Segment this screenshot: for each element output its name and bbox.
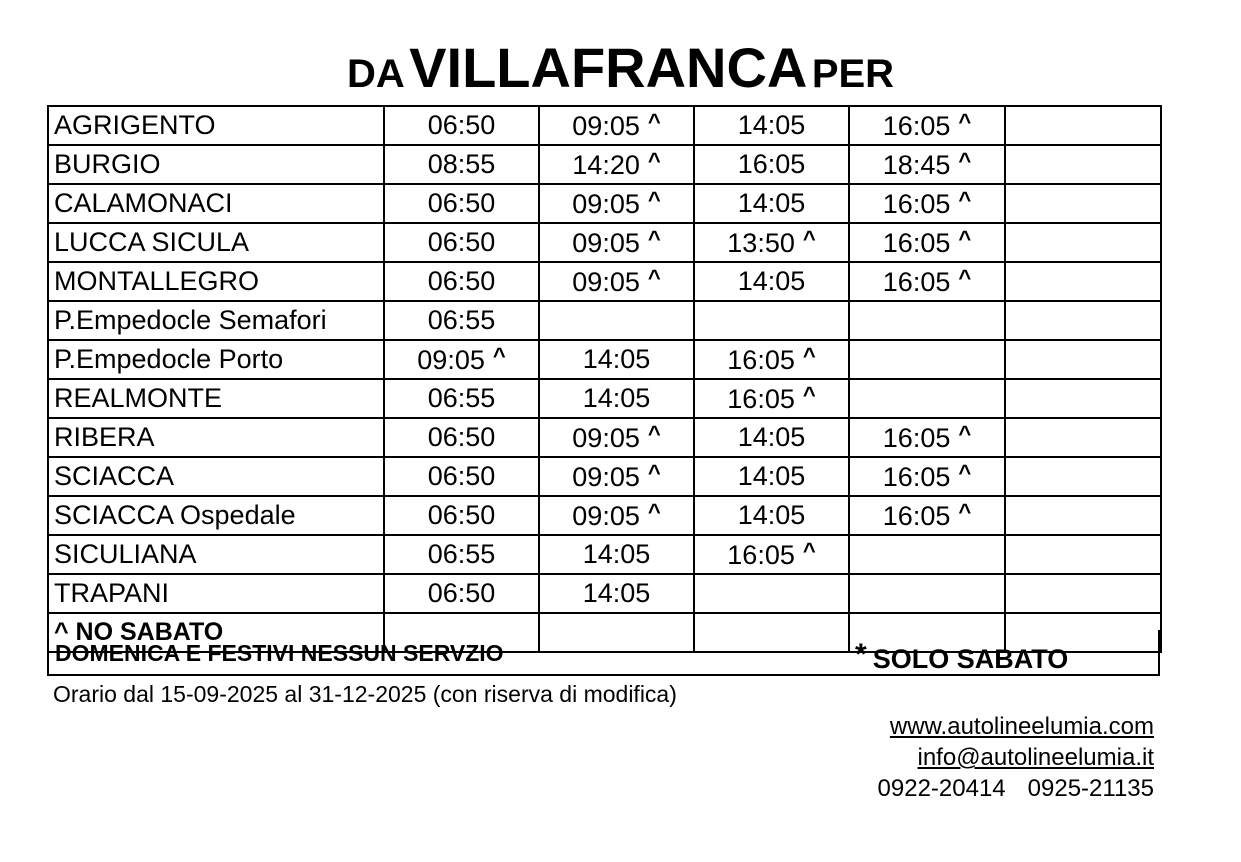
departure-time: 16:05 [882,501,951,531]
table-row [48,262,1161,301]
departure-cell [1005,106,1161,145]
no-saturday-mark: ^ [647,226,661,251]
departure-time: 14:05 [582,578,651,608]
departure-cell [1005,496,1161,535]
table-row [48,223,1161,262]
no-saturday-mark: ^ [802,382,816,407]
departure-cell [384,379,539,418]
departure-time: 14:05 [737,461,806,491]
departure-time: 09:05 [417,345,485,375]
departure-cell [539,184,694,223]
destination-cell: SCIACCA [48,457,384,496]
departure-cell [539,457,694,496]
departure-time: 16:05 [727,540,795,570]
departure-time: 06:55 [427,539,496,569]
destination-cell: TRAPANI [48,574,384,613]
departure-time: 06:50 [427,422,496,452]
departure-time: 06:50 [427,578,496,608]
departure-time: 14:05 [737,110,806,140]
table-row [48,145,1161,184]
departure-time: 14:05 [582,383,651,413]
validity-period: Orario dal 15-09-2025 al 31-12-2025 (con riserva di modifica) [53,681,677,707]
departure-cell [849,301,1005,340]
table-row [48,535,1161,574]
saturday-only-label: SOLO SABATO [872,644,1069,674]
departure-cell [849,262,1005,301]
departure-cell [384,223,539,262]
departure-cell [384,262,539,301]
departure-cell [694,145,849,184]
destination-cell: P.Empedocle Porto [48,340,384,379]
departure-time: 08:55 [427,149,496,179]
departure-cell [539,223,694,262]
departure-cell [849,418,1005,457]
departure-time: 06:50 [427,188,496,218]
departure-cell [384,340,539,379]
phone-2: 0925-21135 [1027,775,1154,802]
departure-cell [539,301,694,340]
departure-cell [1005,223,1161,262]
departure-cell [1005,379,1161,418]
destination-cell: MONTALLEGRO [48,262,384,301]
departure-time: 16:05 [882,111,951,141]
departure-cell [849,184,1005,223]
contacts [878,711,1154,804]
departure-cell [694,535,849,574]
departure-cell [849,457,1005,496]
departure-cell [1005,262,1161,301]
destination-cell: SCIACCA Ospedale [48,496,384,535]
departure-cell [384,496,539,535]
table-row [48,340,1161,379]
no-saturday-mark: ^ [958,499,972,524]
no-saturday-mark: ^ [647,109,661,134]
departure-cell [384,457,539,496]
departure-cell [1005,535,1161,574]
destination-cell: RIBERA [48,418,384,457]
departure-cell [384,574,539,613]
no-saturday-mark: ^ [958,187,972,212]
departure-time: 14:05 [582,344,651,374]
departure-cell [849,223,1005,262]
departure-cell [694,418,849,457]
departure-cell [849,340,1005,379]
no-saturday-mark: ^ [958,421,972,446]
saturday-only-note [855,638,1068,675]
departure-cell [539,106,694,145]
departure-time: 13:50 [727,228,795,258]
departure-time: 09:05 [572,462,640,492]
table-row [48,301,1161,340]
destination-cell: BURGIO [48,145,384,184]
table-row [48,418,1161,457]
departure-time: 09:05 [572,501,640,531]
departure-cell [384,184,539,223]
departure-cell [849,535,1005,574]
departure-time: 16:05 [882,423,951,453]
table-row [48,379,1161,418]
departure-time: 16:05 [737,149,806,179]
no-saturday-mark: ^ [802,226,816,251]
departure-cell [694,223,849,262]
footer-notes [47,630,1160,676]
departure-cell [694,457,849,496]
departure-cell [384,535,539,574]
departure-cell [694,574,849,613]
departure-time: 06:55 [427,383,496,413]
email-link[interactable]: info@autolineelumia.it [917,744,1154,771]
departure-cell [539,418,694,457]
no-saturday-mark: ^ [647,460,661,485]
departure-time: 09:05 [572,228,640,258]
departure-cell [694,496,849,535]
phone-numbers [878,773,1154,804]
phone-1: 0922-20414 [877,775,1006,802]
departure-time: 09:05 [572,189,640,219]
departure-time: 06:50 [427,266,496,296]
departure-cell [694,184,849,223]
departure-cell [539,496,694,535]
departure-cell [1005,301,1161,340]
departure-cell [849,574,1005,613]
no-saturday-mark: ^ [958,265,972,290]
title-suffix: PER [811,52,895,96]
no-saturday-mark: ^ [802,538,816,563]
page-title [0,36,1241,99]
departure-time: 14:20 [572,150,640,180]
departure-cell [384,145,539,184]
departure-cell [539,574,694,613]
departure-time: 09:05 [572,423,640,453]
no-saturday-note: ^ NO SABATO [48,613,384,652]
no-saturday-mark: ^ [958,148,972,173]
departure-time: 06:55 [427,305,496,335]
departure-cell [1005,340,1161,379]
departure-time: 06:50 [427,461,496,491]
no-saturday-mark: ^ [958,109,972,134]
no-saturday-mark: ^ [647,499,661,524]
no-saturday-mark: ^ [647,148,661,173]
departure-cell [1005,574,1161,613]
table-row [48,184,1161,223]
sundays-note: DOMENICA E FESTIVI NESSUN SERVZIO [55,640,504,666]
departure-time: 14:05 [737,422,806,452]
no-saturday-mark: ^ [492,343,506,368]
destination-cell: AGRIGENTO [48,106,384,145]
departure-cell [539,340,694,379]
departure-time: 16:05 [727,384,795,414]
departure-cell [1005,418,1161,457]
departure-time: 09:05 [572,111,640,141]
departure-time: 09:05 [572,267,640,297]
timetable [47,105,1162,653]
timetable-body [48,106,1161,613]
departure-cell [849,496,1005,535]
destination-cell: CALAMONACI [48,184,384,223]
title-place: VILLAFRANCA [409,36,808,99]
departure-cell [539,262,694,301]
departure-cell [1005,184,1161,223]
website-link[interactable]: www.autolineelumia.com [889,713,1154,740]
no-saturday-mark: ^ [647,265,661,290]
departure-time: 16:05 [727,345,795,375]
departure-cell [539,535,694,574]
departure-time: 06:50 [427,110,496,140]
no-saturday-mark: ^ [647,421,661,446]
departure-cell [849,379,1005,418]
departure-time: 16:05 [882,189,951,219]
table-row [48,106,1161,145]
departure-time: 14:05 [582,539,651,569]
no-saturday-mark: ^ [958,226,972,251]
departure-time: 06:50 [427,500,496,530]
destination-cell: SICULIANA [48,535,384,574]
departure-cell [694,106,849,145]
departure-cell [694,301,849,340]
departure-time: 14:05 [737,188,806,218]
departure-cell [1005,457,1161,496]
destination-cell: REALMONTE [48,379,384,418]
departure-cell [384,106,539,145]
no-saturday-mark: ^ [647,187,661,212]
departure-cell [849,145,1005,184]
departure-cell [694,262,849,301]
departure-cell [1005,145,1161,184]
departure-time: 06:50 [427,227,496,257]
departure-time: 16:05 [882,267,951,297]
departure-time: 14:05 [737,266,806,296]
departure-cell [694,379,849,418]
departure-cell [539,379,694,418]
title-prefix: DA [346,52,405,96]
no-saturday-mark: ^ [802,343,816,368]
destination-cell: LUCCA SICULA [48,223,384,262]
departure-cell [384,418,539,457]
star-symbol: * [855,638,867,671]
table-row [48,496,1161,535]
table-row [48,574,1161,613]
destination-cell: P.Empedocle Semafori [48,301,384,340]
departure-time: 18:45 [882,150,951,180]
no-saturday-mark: ^ [958,460,972,485]
table-row [48,457,1161,496]
departure-cell [849,106,1005,145]
departure-cell [694,340,849,379]
departure-time: 14:05 [737,500,806,530]
departure-cell [384,301,539,340]
departure-time: 16:05 [882,228,951,258]
departure-cell [539,145,694,184]
departure-time: 16:05 [882,462,951,492]
